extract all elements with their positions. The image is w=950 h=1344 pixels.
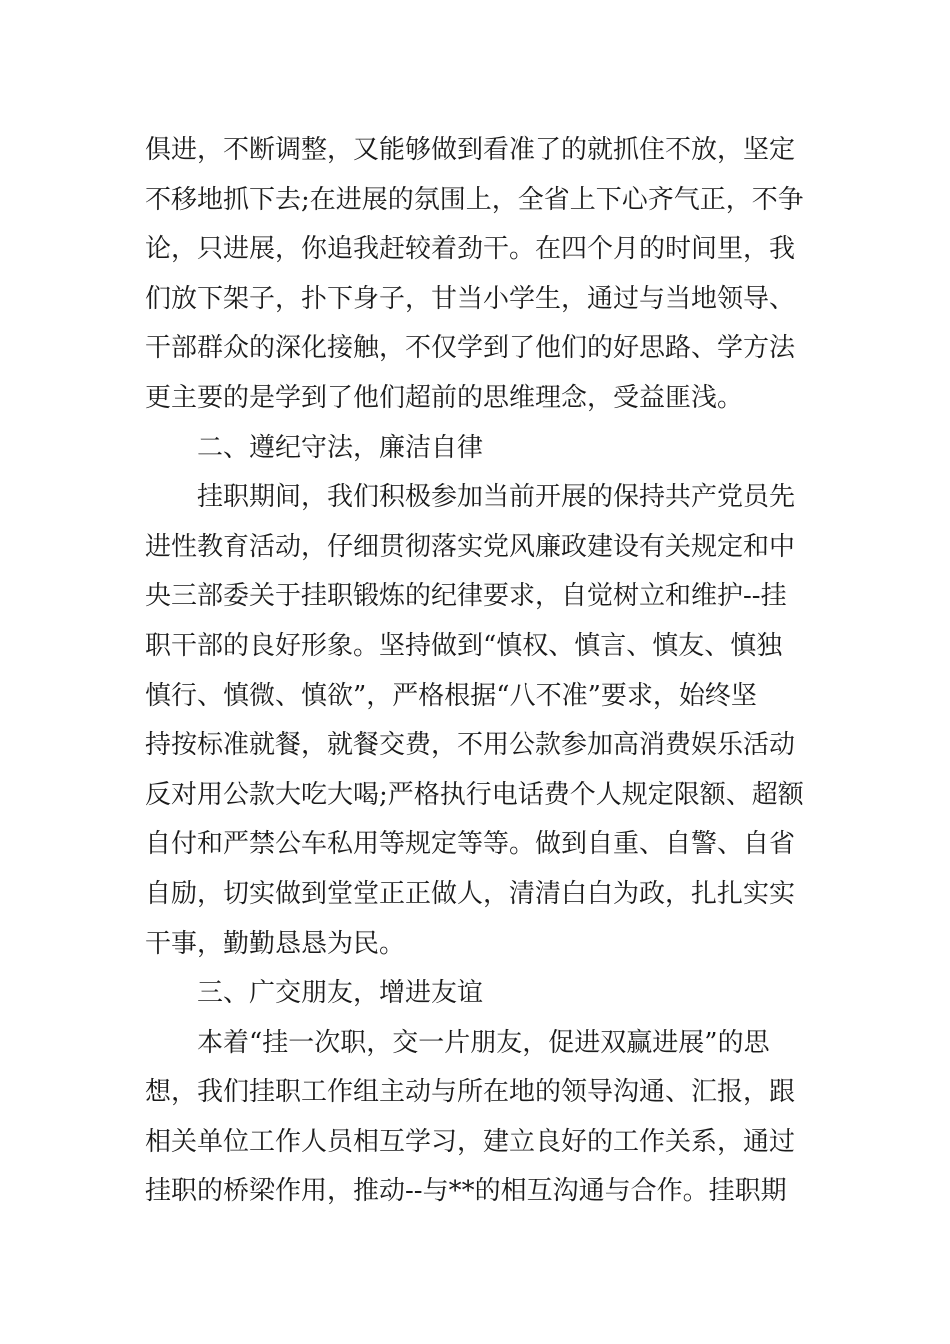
paragraph-first-line: 挂职期间，我们积极参加当前开展的保持共产党员先 [197, 482, 796, 513]
text-line: 慎行、慎微、慎欲”，严格根据“八不准”要求，始终坚 [145, 680, 757, 711]
text-line: 挂职的桥梁作用，推动--与**的相互沟通与合作。挂职期 [145, 1176, 787, 1207]
text-line: 央三部委关于挂职锻炼的纪律要求，自觉树立和维护--挂 [145, 581, 787, 612]
text-line: 相关单位工作人员相互学习，建立良好的工作关系，通过 [145, 1126, 796, 1157]
section-heading: 三、广交朋友，增进友谊 [197, 978, 484, 1009]
text-line: 自付和严禁公车私用等规定等等。做到自重、自警、自省 [145, 829, 796, 860]
text-line: 干事，勤勤恳恳为民。 [145, 928, 406, 959]
text-line: 想，我们挂职工作组主动与所在地的领导沟通、汇报，跟 [145, 1077, 796, 1108]
text-line: 更主要的是学到了他们超前的思维理念，受益匪浅。 [145, 382, 744, 413]
text-line: 职干部的良好形象。坚持做到“慎权、慎言、慎友、慎独 [145, 630, 783, 661]
text-line: 持按标准就餐，就餐交费，不用公款参加高消费娱乐活动 [145, 730, 796, 761]
text-line: 反对用公款大吃大喝;严格执行电话费个人规定限额、超额 [145, 779, 804, 810]
paragraph-first-line: 本着“挂一次职，交一片朋友，促进双赢进展”的思 [197, 1027, 770, 1058]
text-line: 论，只进展，你追我赶较着劲干。在四个月的时间里，我 [145, 234, 796, 265]
document-body [145, 126, 815, 1217]
text-line: 干部群众的深化接触，不仅学到了他们的好思路、学方法 [145, 333, 796, 364]
text-line: 不移地抓下去;在进展的氛围上，全省上下心齐气正，不争 [145, 184, 804, 215]
text-line: 们放下架子，扑下身子，甘当小学生，通过与当地领导、 [145, 283, 796, 314]
section-heading: 二、遵纪守法，廉洁自律 [197, 432, 484, 463]
text-line: 进性教育活动，仔细贯彻落实党风廉政建设有关规定和中 [145, 531, 796, 562]
text-line: 俱进，不断调整，又能够做到看准了的就抓住不放，坚定 [145, 135, 796, 165]
text-line: 自励，切实做到堂堂正正做人，清清白白为政，扎扎实实 [145, 878, 796, 909]
